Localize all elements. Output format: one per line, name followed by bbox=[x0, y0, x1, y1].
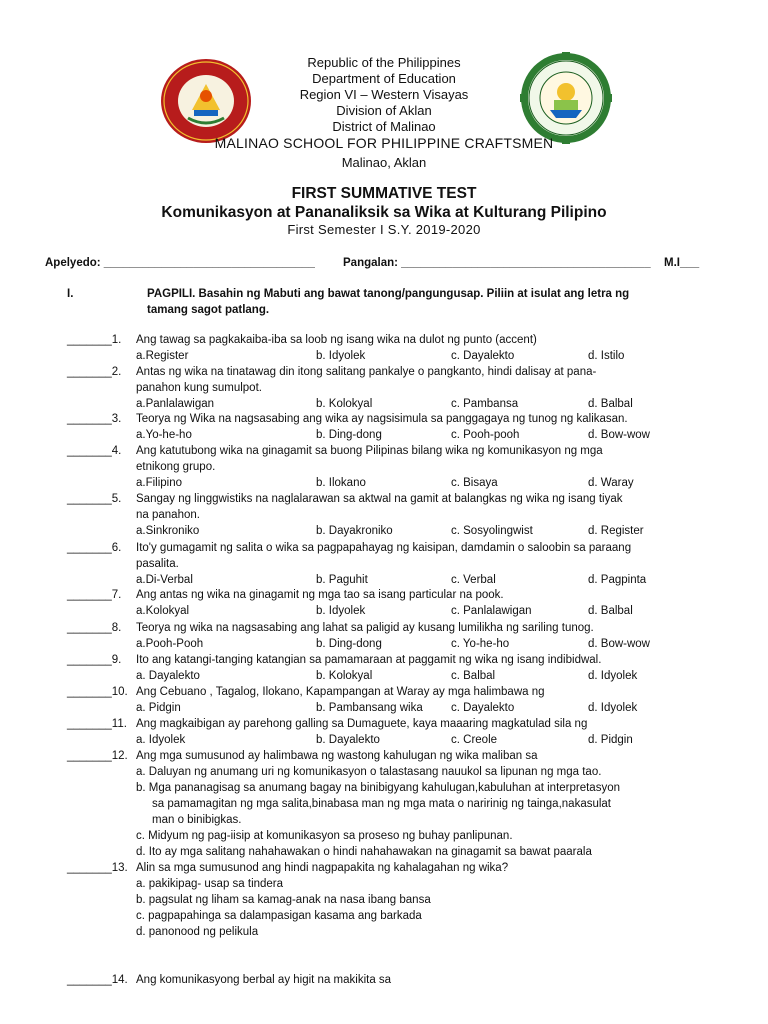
header-line-region: Region VI – Western Visayas bbox=[299, 87, 469, 102]
answer-option: c. Bisaya bbox=[451, 477, 498, 489]
surname-field: Apelyedo: _________________________________ bbox=[45, 257, 315, 269]
answer-blank: _______14. bbox=[67, 974, 128, 986]
school-location: Malinao, Aklan bbox=[341, 155, 427, 170]
middle-initial-field: M.I___ bbox=[664, 257, 700, 269]
answer-option: b. Dayalekto bbox=[316, 734, 380, 746]
answer-option: a. pakikipag- usap sa tindera bbox=[136, 878, 284, 890]
question-text: Teorya ng Wika na nagsasabing ang wika ay nagsisimula sa panggagaya ng tunog ng kalikasan. bbox=[136, 413, 628, 425]
instruction-line-2: tamang sagot patlang. bbox=[147, 304, 270, 316]
answer-option: a.Kolokyal bbox=[136, 605, 190, 617]
question-text: Teorya ng wika na nagsasabing ang lahat sa paligid ay kusang lumilikha ng sariling tunog. bbox=[136, 622, 594, 634]
answer-option: b. Paguhit bbox=[316, 574, 368, 586]
answer-option: a. Daluyan ng anumang uri ng komunikasyon o talastasang nauukol sa lipunan ng mga tao. bbox=[136, 766, 602, 778]
school-name: MALINAO SCHOOL FOR PHILIPPINE CRAFTSMEN bbox=[214, 135, 554, 151]
question-text: Ito'y gumagamit ng salita o wika sa pagpapahayag ng kaisipan, damdamin o saloobin sa paraang bbox=[136, 542, 632, 554]
answer-option: c. Creole bbox=[451, 734, 498, 746]
instruction-line-1: PAGPILI. Basahin ng Mabuti ang bawat tanong/pangungusap. Piliin at isulat ang letra ng bbox=[147, 288, 630, 300]
answer-option: d. Register bbox=[588, 525, 644, 537]
subject-title: Komunikasyon at Pananaliksik sa Wika at Kulturang Pilipino bbox=[161, 204, 607, 221]
answer-option: d. Ito ay mga salitang nahahawakan o hindi nahahawakan na ginagamit sa bawat paarala bbox=[136, 846, 592, 858]
semester-line: First Semester I S.Y. 2019-2020 bbox=[287, 222, 481, 237]
answer-blank: _______4. bbox=[67, 445, 122, 457]
answer-option: b. Kolokyal bbox=[316, 670, 373, 682]
answer-blank: _______8. bbox=[67, 622, 122, 634]
header-line-division: Division of Aklan bbox=[336, 103, 432, 118]
answer-option: c. Pooh-pooh bbox=[451, 429, 520, 441]
answer-blank: _______13. bbox=[67, 862, 128, 874]
answer-option: b. Ilokano bbox=[316, 477, 366, 489]
answer-option: b. Idyolek bbox=[316, 605, 366, 617]
question-text: Alin sa mga sumusunod ang hindi nagpapakita ng kahalagahan ng wika? bbox=[136, 862, 509, 874]
answer-option: a. Dayalekto bbox=[136, 670, 200, 682]
answer-option: d. Balbal bbox=[588, 605, 633, 617]
answer-option: d. Bow-wow bbox=[588, 429, 650, 441]
section-number: I. bbox=[67, 288, 74, 300]
answer-option: c. Pambansa bbox=[451, 398, 519, 410]
answer-option: a.Di-Verbal bbox=[136, 574, 193, 586]
answer-option: c. Midyum ng pag-iisip at komunikasyon sa proseso ng buhay panlipunan. bbox=[136, 830, 513, 842]
answer-blank: _______9. bbox=[67, 654, 122, 666]
answer-option: c. pagpapahinga sa dalampasigan kasama ang barkada bbox=[136, 910, 422, 922]
answer-option: sa pamamagitan ng mga salita,binabasa man ng mga mata o naririnig ng tainga,nakasulat bbox=[152, 798, 612, 810]
header-line-republic: Republic of the Philippines bbox=[307, 55, 461, 70]
answer-option: c. Panlalawigan bbox=[451, 605, 532, 617]
answer-blank: _______3. bbox=[67, 413, 122, 425]
answer-option: d. Pagpinta bbox=[588, 574, 647, 586]
question-text: etnikong grupo. bbox=[136, 461, 216, 473]
question-text: Ang tawag sa pagkakaiba-iba sa loob ng isang wika na dulot ng punto (accent) bbox=[136, 334, 537, 346]
answer-option: a.Pooh-Pooh bbox=[136, 638, 204, 650]
answer-option: a.Filipino bbox=[136, 477, 183, 489]
answer-option: d. Waray bbox=[588, 477, 634, 489]
answer-blank: _______1. bbox=[67, 334, 122, 346]
answer-option: b. Dayakroniko bbox=[316, 525, 393, 537]
answer-option: b. Pambansang wika bbox=[316, 702, 423, 714]
answer-option: c. Dayalekto bbox=[451, 350, 515, 362]
answer-option: d. Balbal bbox=[588, 398, 633, 410]
question-text: na panahon. bbox=[136, 509, 200, 521]
answer-option: man o binibigkas. bbox=[152, 814, 242, 826]
answer-option: d. Idyolek bbox=[588, 702, 638, 714]
answer-option: d. panonood ng pelikula bbox=[136, 926, 259, 938]
question-text: Ang antas ng wika na ginagamit ng mga tao sa isang particular na pook. bbox=[136, 589, 504, 601]
question-text: Antas ng wika na tinatawag din itong salitang pankalye o pangkanto, hindi dalisay at pana- bbox=[136, 366, 597, 378]
answer-option: b. Ding-dong bbox=[316, 638, 382, 650]
answer-option: a. Idyolek bbox=[136, 734, 186, 746]
question-text: Ang mga sumusunod ay halimbawa ng wastong kahulugan ng wika maliban sa bbox=[136, 750, 538, 762]
question-text: Ito ang katangi-tanging katangian sa pamamaraan at paggamit ng wika ng isang indibidwal. bbox=[136, 654, 602, 666]
answer-blank: _______2. bbox=[67, 366, 122, 378]
question-text: Sangay ng linggwistiks na naglalarawan sa aktwal na gamit at balangkas ng wika ng isang tiyak bbox=[136, 493, 623, 505]
answer-option: b. Ding-dong bbox=[316, 429, 382, 441]
answer-blank: _______12. bbox=[67, 750, 128, 762]
answer-blank: _______6. bbox=[67, 542, 122, 554]
answer-option: b. Mga pananagisag sa anumang bagay na binibigyang kahulugan,kabuluhan at interpretasyon bbox=[136, 782, 620, 794]
question-text: Ang katutubong wika na ginagamit sa buong Pilipinas bilang wika ng komunikasyon ng mga bbox=[136, 445, 603, 457]
question-text: panahon kung sumulpot. bbox=[136, 382, 262, 394]
answer-blank: _______10. bbox=[67, 686, 128, 698]
answer-option: c. Balbal bbox=[451, 670, 496, 682]
answer-option: c. Verbal bbox=[451, 574, 496, 586]
answer-option: c. Dayalekto bbox=[451, 702, 515, 714]
answer-option: c. Yo-he-ho bbox=[451, 638, 510, 650]
answer-option: b. Idyolek bbox=[316, 350, 366, 362]
answer-option: a. Pidgin bbox=[136, 702, 181, 714]
answer-option: d. Bow-wow bbox=[588, 638, 650, 650]
answer-option: a.Panlalawigan bbox=[136, 398, 215, 410]
name-field: Pangalan: _______________________________________ bbox=[343, 257, 651, 269]
answer-option: c. Sosyolingwist bbox=[451, 525, 533, 537]
answer-option: d. Idyolek bbox=[588, 670, 638, 682]
header-line-department: Department of Education bbox=[312, 71, 456, 86]
question-text: Ang Cebuano , Tagalog, Ilokano, Kapampangan at Waray ay mga halimbawa ng bbox=[136, 686, 545, 698]
answer-blank: _______7. bbox=[67, 589, 122, 601]
answer-option: d. Pidgin bbox=[588, 734, 633, 746]
answer-blank: _______11. bbox=[67, 718, 127, 730]
header-line-district: District of Malinao bbox=[332, 119, 436, 134]
question-text: pasalita. bbox=[136, 558, 179, 570]
answer-option: a.Sinkroniko bbox=[136, 525, 200, 537]
answer-option: a.Yo-he-ho bbox=[136, 429, 192, 441]
answer-option: b. Kolokyal bbox=[316, 398, 373, 410]
answer-option: b. pagsulat ng liham sa kamag-anak na nasa ibang bansa bbox=[136, 894, 431, 906]
answer-option: d. Istilo bbox=[588, 350, 625, 362]
answer-option: a.Register bbox=[136, 350, 189, 362]
question-text: Ang komunikasyong berbal ay higit na makikita sa bbox=[136, 974, 392, 986]
answer-blank: _______5. bbox=[67, 493, 122, 505]
question-text: Ang magkaibigan ay parehong galling sa Dumaguete, kaya maaaring magkatulad sila ng bbox=[136, 718, 588, 730]
test-title: FIRST SUMMATIVE TEST bbox=[291, 185, 477, 202]
